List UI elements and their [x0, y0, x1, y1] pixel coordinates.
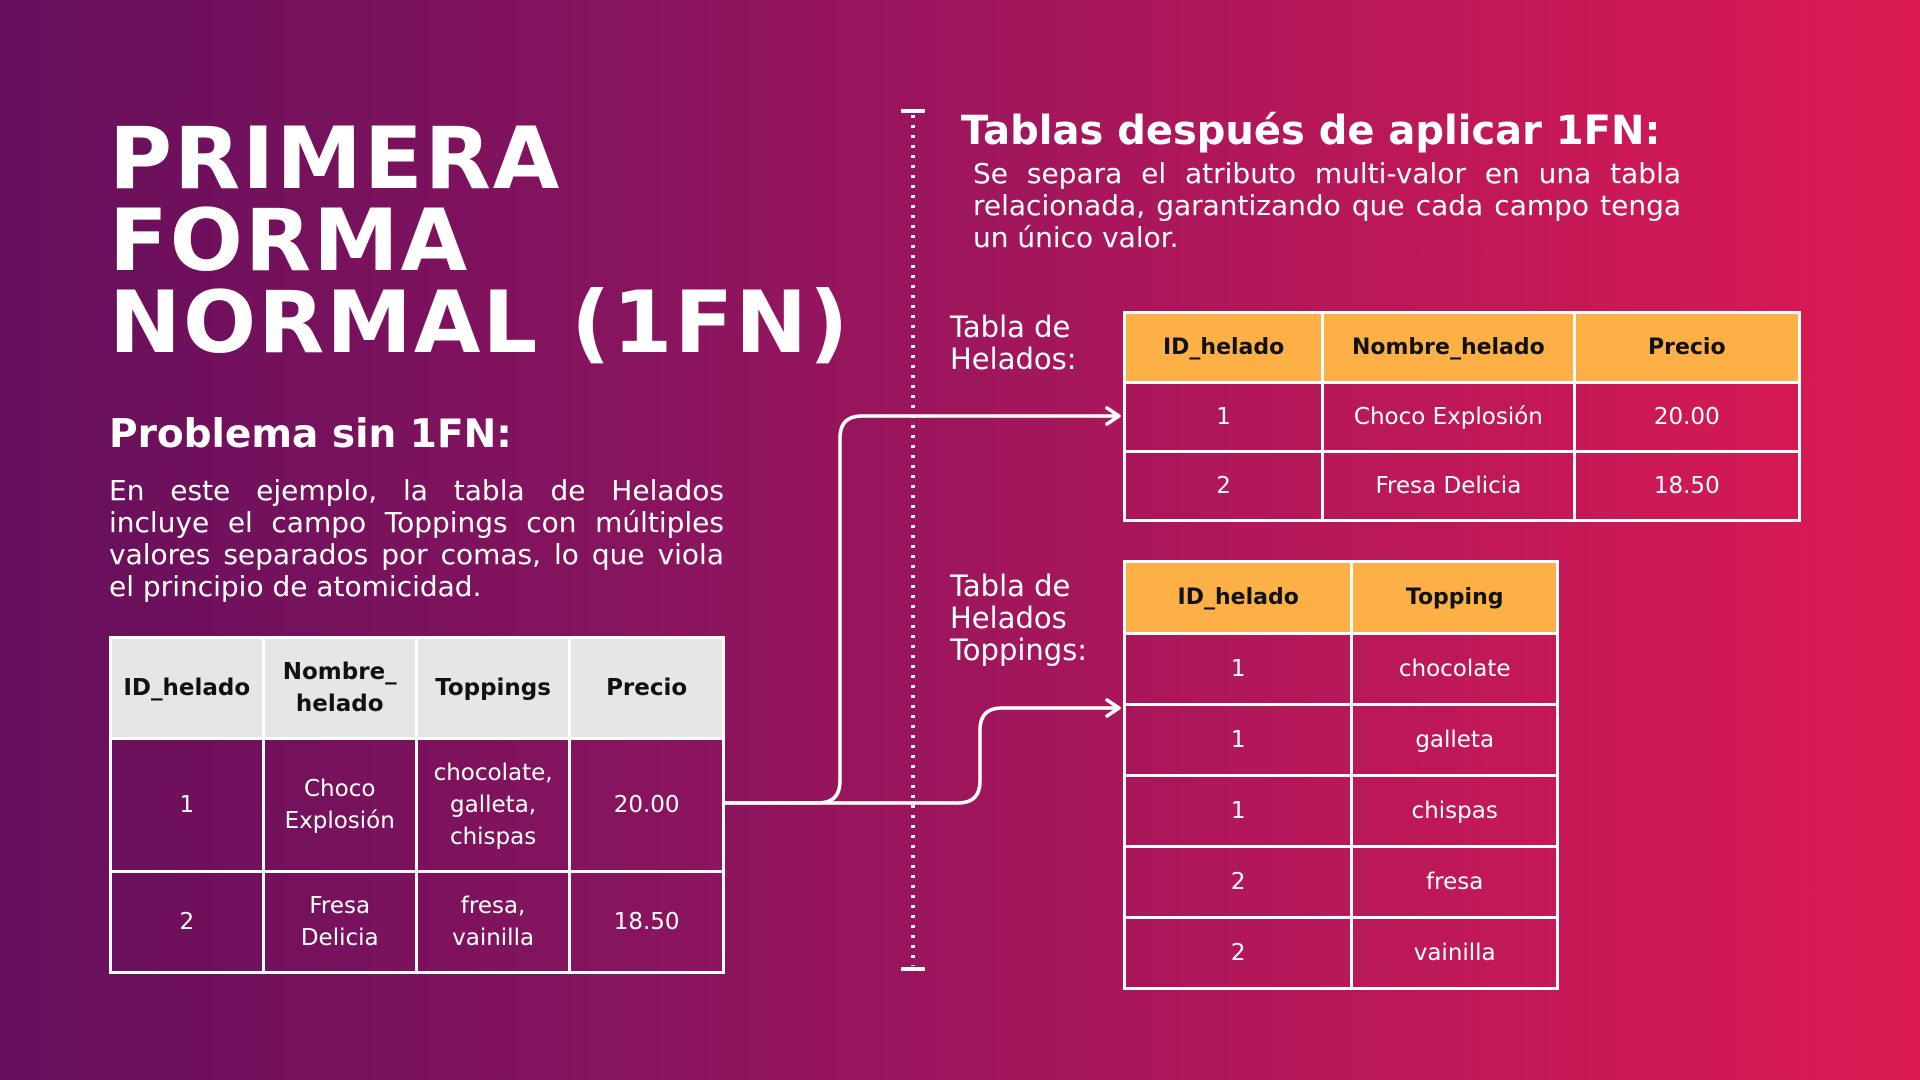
table-cell: 2	[1125, 847, 1352, 918]
header-cell: Precio	[570, 638, 724, 739]
table-cell: 20.00	[1574, 383, 1799, 452]
table-cell: chocolate, galleta, chispas	[416, 739, 569, 872]
toppings-table-label: Tabla de Helados Toppings:	[950, 569, 1088, 667]
problem-heading: Problema sin 1FN:	[109, 412, 512, 457]
header-cell: Toppings	[416, 638, 569, 739]
table-cell: fresa	[1352, 847, 1558, 918]
arrowhead-toppings	[1107, 700, 1119, 716]
helados-table	[1123, 311, 1801, 522]
table-row	[1125, 634, 1558, 705]
header-cell: ID_helado	[1125, 313, 1323, 383]
table-row	[111, 872, 724, 973]
table-cell: 2	[1125, 452, 1323, 521]
table-cell: vainilla	[1352, 918, 1558, 989]
header-cell: ID_helado	[1125, 562, 1352, 634]
table-cell: fresa, vainilla	[416, 872, 569, 973]
table-row	[111, 739, 724, 872]
table-cell: 2	[111, 872, 264, 973]
table-cell: galleta	[1352, 705, 1558, 776]
table-cell: Fresa Delicia	[263, 872, 416, 973]
table-cell: chocolate	[1352, 634, 1558, 705]
helados-table-label: Tabla de Helados:	[950, 310, 1077, 376]
table-cell: 2	[1125, 918, 1352, 989]
table-row	[1125, 847, 1558, 918]
header-cell: Topping	[1352, 562, 1558, 634]
table-cell: 1	[1125, 776, 1352, 847]
table-cell: 1	[1125, 634, 1352, 705]
table-cell: 1	[1125, 383, 1323, 452]
header-cell: Nombre_ helado	[263, 638, 416, 739]
toppings-table	[1123, 560, 1559, 990]
connector-to-toppings	[725, 708, 1117, 803]
helados-table-header-row	[1125, 313, 1800, 383]
table-row	[1125, 383, 1800, 452]
table-cell: 1	[1125, 705, 1352, 776]
arrowhead-helados	[1107, 408, 1119, 424]
header-cell: Precio	[1574, 313, 1799, 383]
table-cell: 1	[111, 739, 264, 872]
table-row	[1125, 705, 1558, 776]
table-cell: chispas	[1352, 776, 1558, 847]
table-row	[1125, 776, 1558, 847]
table-cell: Choco Explosión	[1323, 383, 1574, 452]
problem-description: En este ejemplo, la tabla de Helados incluye el campo Toppings con múltiples valores separados por comas, lo que viola el principio de atomicidad.	[109, 474, 724, 603]
table-cell: Fresa Delicia	[1323, 452, 1574, 521]
original-table	[109, 636, 725, 974]
after-description: Se separa el atributo multi-valor en una tabla relacionada, garantizando que cada campo tenga un único valor.	[973, 157, 1681, 254]
header-cell: Nombre_helado	[1323, 313, 1574, 383]
table-cell: Choco Explosión	[263, 739, 416, 872]
table-row	[1125, 452, 1800, 521]
original-table-header-row	[111, 638, 724, 739]
table-cell: 18.50	[1574, 452, 1799, 521]
after-heading: Tablas después de aplicar 1FN:	[961, 108, 1661, 154]
table-row	[1125, 918, 1558, 989]
table-cell: 20.00	[570, 739, 724, 872]
table-cell: 18.50	[570, 872, 724, 973]
page-title: PRIMERA FORMA NORMAL (1FN)	[109, 109, 851, 373]
toppings-table-header-row	[1125, 562, 1558, 634]
header-cell: ID_helado	[111, 638, 264, 739]
